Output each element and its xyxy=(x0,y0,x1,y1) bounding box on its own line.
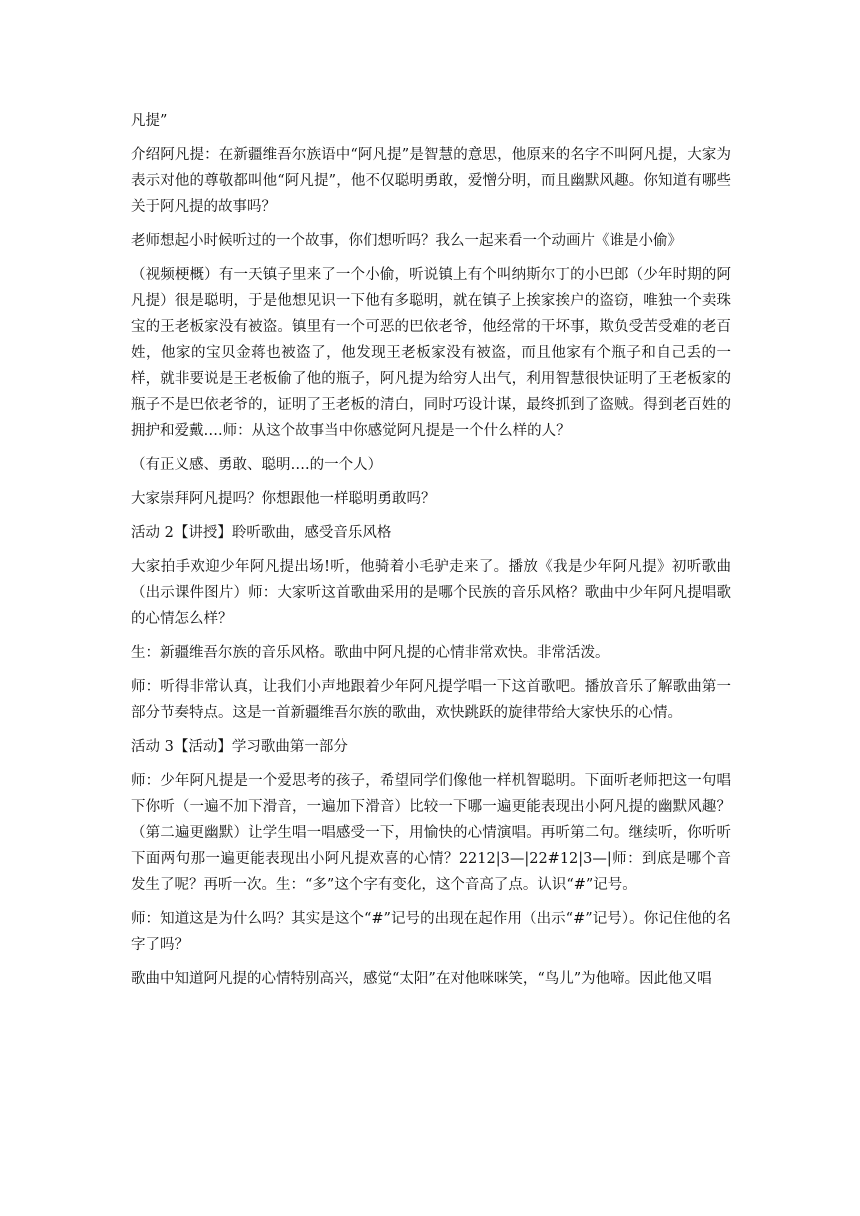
paragraph-2: 介绍阿凡提：在新疆维吾尔族语中“阿凡提”是智慧的意思，他原来的名字不叫阿凡提，大家为表示对他的尊敬都叫他“阿凡提”，他不仅聪明勇敢，爱憎分明，而且幽默风趣。你知道有哪些关于阿凡提的故事吗？ xyxy=(131,147,731,215)
paragraph-9: 生：新疆维吾尔族的音乐风格。歌曲中阿凡提的心情非常欢快。非常活泼。 xyxy=(131,645,610,661)
paragraph-12: 师：少年阿凡提是一个爱思考的孩子，希望同学们像他一样机智聪明。下面听老师把这一句唱下你听（一遍不加下滑音，一遍加下滑音）比较一下哪一遍更能表现出小阿凡提的幽默风趣？（第二遍更幽默）让学生唱一唱感受一下，用愉快的心情演唱。再听第二句。继续听，你听听下面两句那一遍更能表现出小阿凡提欢喜的心情？2212|3—|22#12|3—|师：到底是哪个音发生了呢？再听一次。生：“多”这个字有变化，这个音高了点。认识“#”记号。 xyxy=(131,773,731,893)
paragraph-3: 老师想起小时候听过的一个故事，你们想听吗？我么一起来看一个动画片《谁是小偷》 xyxy=(131,233,682,249)
paragraph-4: （视频梗概）有一天镇子里来了一个小偷，听说镇上有个叫纳斯尔丁的小巴郎（少年时期的阿凡提）很是聪明，于是他想见识一下他有多聪明，就在镇子上挨家挨户的盗窃，唯独一个卖珠宝的王老板家没有被盗。镇里有一个可恶的巴依老爷，他经常的干坏事，欺负受苦受难的老百姓，他家的宝贝金蒋也被盗了，他发现王老板家没有被盗，而且他家有个瓶子和自己丢的一样，就非要说是王老板偷了他的瓶子，阿凡提为给穷人出气，利用智慧很快证明了王老板家的瓶子不是巴依老爷的，证明了王老板的清白，同时巧设计谋，最终抓到了盗贼。得到老百姓的拥护和爱戴….师：从这个故事当中你感觉阿凡提是一个什么样的人？ xyxy=(131,267,731,439)
paragraph-8: 大家拍手欢迎少年阿凡提出场!听，他骑着小毛驴走来了。播放《我是少年阿凡提》初听歌曲（出示课件图片）师：大家听这首歌曲采用的是哪个民族的音乐风格？歌曲中少年阿凡提唱歌的心情怎么样？ xyxy=(131,559,731,627)
paragraph-5: （有正义感、勇敢、聪明….的一个人） xyxy=(131,457,383,473)
paragraph-14: 歌曲中知道阿凡提的心情特别高兴，感觉“太阳”在对他咪咪笑，“鸟儿”为他啼。因此他又唱 xyxy=(131,971,712,987)
paragraph-10: 师：听得非常认真，让我们小声地跟着少年阿凡提学唱一下这首歌吧。播放音乐了解歌曲第一部分节奏特点。这是一首新疆维吾尔族的歌曲，欢快跳跃的旋律带给大家快乐的心情。 xyxy=(131,679,731,721)
document-body xyxy=(131,108,731,1000)
paragraph-13: 师：知道这是为什么吗？其实是这个“#”记号的出现在起作用（出示“#”记号）。你记住他的名字了吗？ xyxy=(131,911,731,953)
paragraph-6: 大家崇拜阿凡提吗？你想跟他一样聪明勇敢吗？ xyxy=(131,491,436,507)
activity-2-heading: 活动 2【讲授】聆听歌曲，感受音乐风格 xyxy=(131,525,392,541)
activity-3-heading: 活动 3【活动】学习歌曲第一部分 xyxy=(131,739,348,755)
paragraph-1: 凡提” xyxy=(131,113,168,129)
